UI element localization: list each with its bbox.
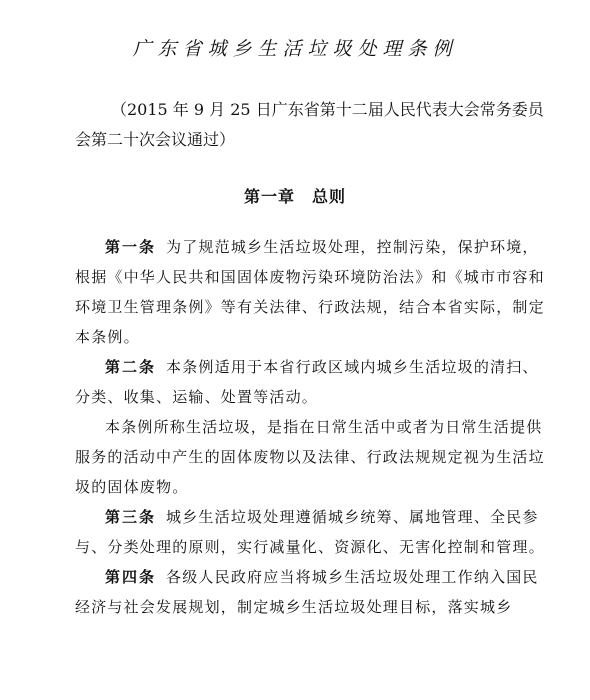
document-title: 广东省城乡生活垃圾处理条例 [132,38,458,60]
article-text: 各级人民政府应当将城乡生活垃圾处理工作纳入国民经济与社会发展规划，制定城乡生活垃圾处理目标，落实城乡 [75,568,539,616]
article-3 [75,502,547,562]
article-number: 第四条 [105,568,157,586]
article-text: 为了规范城乡生活垃圾处理，控制污染，保护环境，根据《中华人民共和国固体废物污染环境防治法》和《城市市容和环境卫生管理条例》等有关法律、行政法规，结合本省实际，制定本条例。 [75,238,545,346]
article-text: 城乡生活垃圾处理遵循城乡统筹、属地管理、全民参与、分类处理的原则，实行减量化、资源化、无害化控制和管理。 [75,508,545,556]
article-2-paragraph-2 [75,412,547,502]
article-4 [75,562,547,622]
article-number: 第二条 [105,358,157,376]
article-1 [75,232,547,352]
adoption-note: （2015 年 9 月 25 日广东省第十二届人民代表大会常务委员会第二十次会议通过） [75,100,544,149]
article-text: 本条例所称生活垃圾，是指在日常生活中或者为日常生活提供服务的活动中产生的固体废物以及法律、行政法规规定视为生活垃圾的固体废物。 [75,418,545,496]
chapter-heading: 第一章 总则 [243,187,346,206]
article-number: 第一条 [105,238,157,256]
article-text: 本条例适用于本省行政区域内城乡生活垃圾的清扫、分类、收集、运输、处置等活动。 [75,358,539,406]
article-2 [75,352,547,412]
articles-body [75,232,547,622]
article-number: 第三条 [105,508,157,526]
